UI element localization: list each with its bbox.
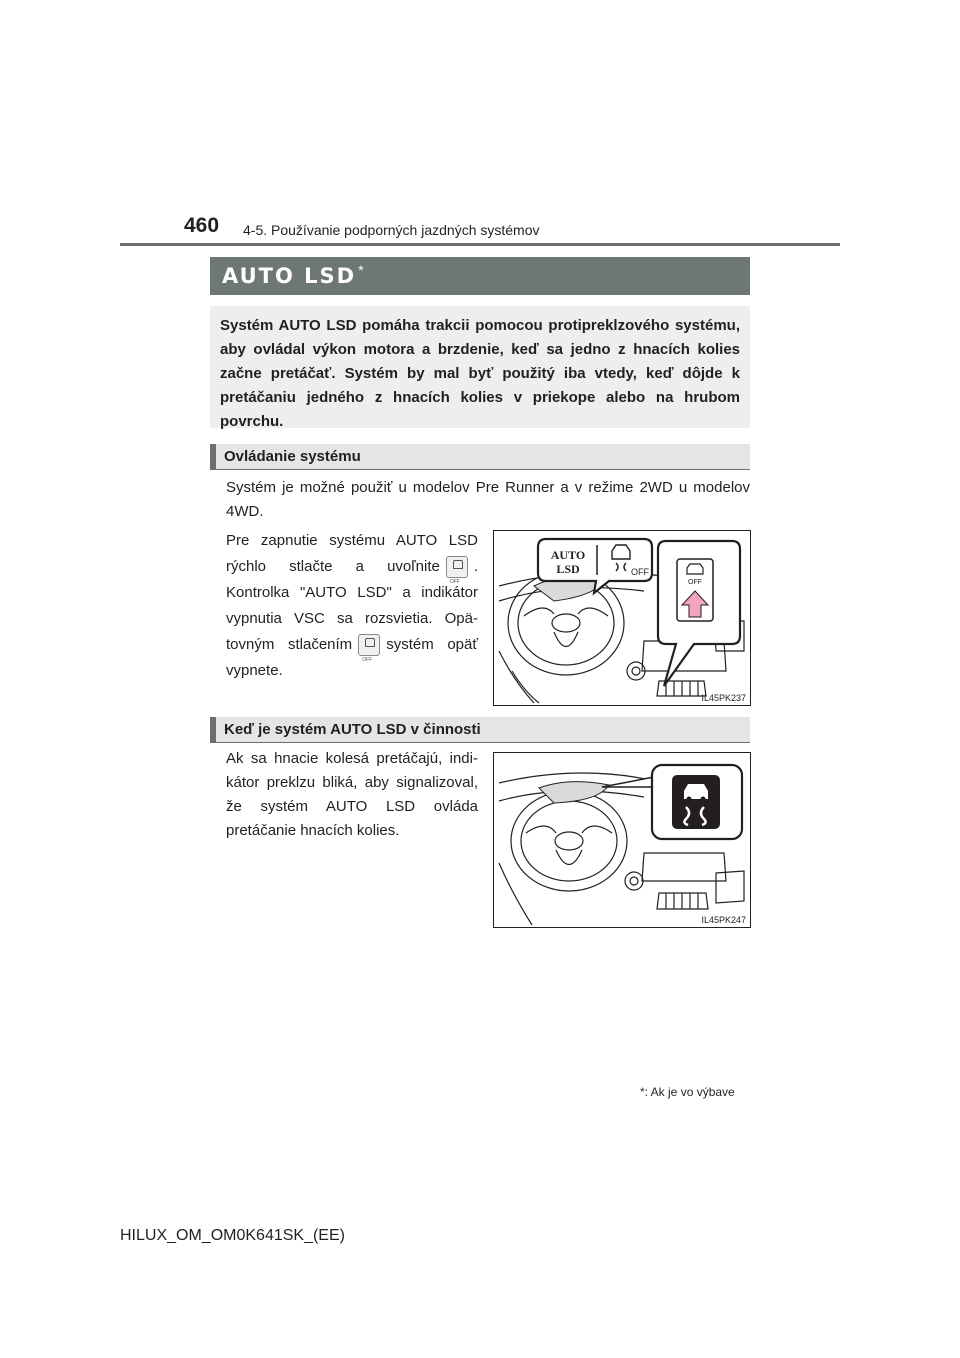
header-rule: [120, 243, 840, 246]
svg-text:OFF: OFF: [631, 567, 649, 577]
figure-id-1: IL45PK237: [701, 693, 746, 703]
para2-part-b: . Kontrolka "AUTO LSD" a indikátor vypnutia VSC sa rozsvietia. Opätovným stlačením: [226, 558, 478, 653]
section-heading-active: Keď je systém AUTO LSD v činnosti: [210, 717, 750, 743]
para2-part-c: systém opäť vypnete.: [226, 636, 478, 679]
slip-indicator-icon: [672, 775, 720, 829]
figure-switch-location: [493, 530, 751, 706]
svg-text:OFF: OFF: [688, 579, 702, 586]
section1-para1: Systém je možné použiť u modelov Pre Runner a v režime 2WD u modelov 4WD.: [226, 479, 750, 520]
intro-box: Systém AUTO LSD pomáha trakcii pomocou protipreklzového systému, aby ovládal výkon motora a brzdenie, keď sa jedno z hnacích kolies začne pretáčať. Systém by mal byť použitý iba vtedy, keď dôjde k pretáčaniu jedného z hnacích kolies v priekope alebo na hrubom povrchu.: [210, 306, 750, 428]
svg-text:AUTO: AUTO: [550, 548, 586, 562]
auto-lsd-switch-icon-2: OFF: [358, 634, 380, 656]
figure-slip-indicator: [493, 752, 751, 928]
section-heading-operation: Ovládanie systému: [210, 444, 750, 470]
section-title-bar: [210, 257, 750, 295]
page-title: AUTO LSD: [222, 264, 357, 288]
auto-lsd-switch-icon: OFF: [446, 556, 468, 578]
section1-para2: [226, 528, 478, 684]
figure-id-2: IL45PK247: [701, 915, 746, 925]
document-code: HILUX_OM_OM0K641SK_(EE): [120, 1227, 345, 1244]
footnote: [640, 1085, 735, 1099]
optional-star: *: [358, 262, 364, 278]
section2-para: Ak sa hnacie kolesá pretáčajú, indikátor preklzu bliká, aby signalizoval, že systém AUTO LSD ovláda pretáčanie hnacích kolies.: [226, 750, 478, 839]
svg-text:LSD: LSD: [556, 562, 580, 576]
footnote-text: : Ak je vo výbave: [644, 1085, 735, 1099]
dashboard-illustration-1: [494, 531, 750, 705]
chapter-title: 4-5. Používanie podporných jazdných systémov: [243, 222, 540, 238]
footnote-star: *: [640, 1085, 645, 1099]
dashboard-illustration-2: [494, 753, 750, 927]
para2-part-a: Pre zapnutie systému AUTO LSD rýchlo stlačte a uvoľnite: [226, 532, 478, 575]
page-number: 460: [184, 214, 220, 237]
